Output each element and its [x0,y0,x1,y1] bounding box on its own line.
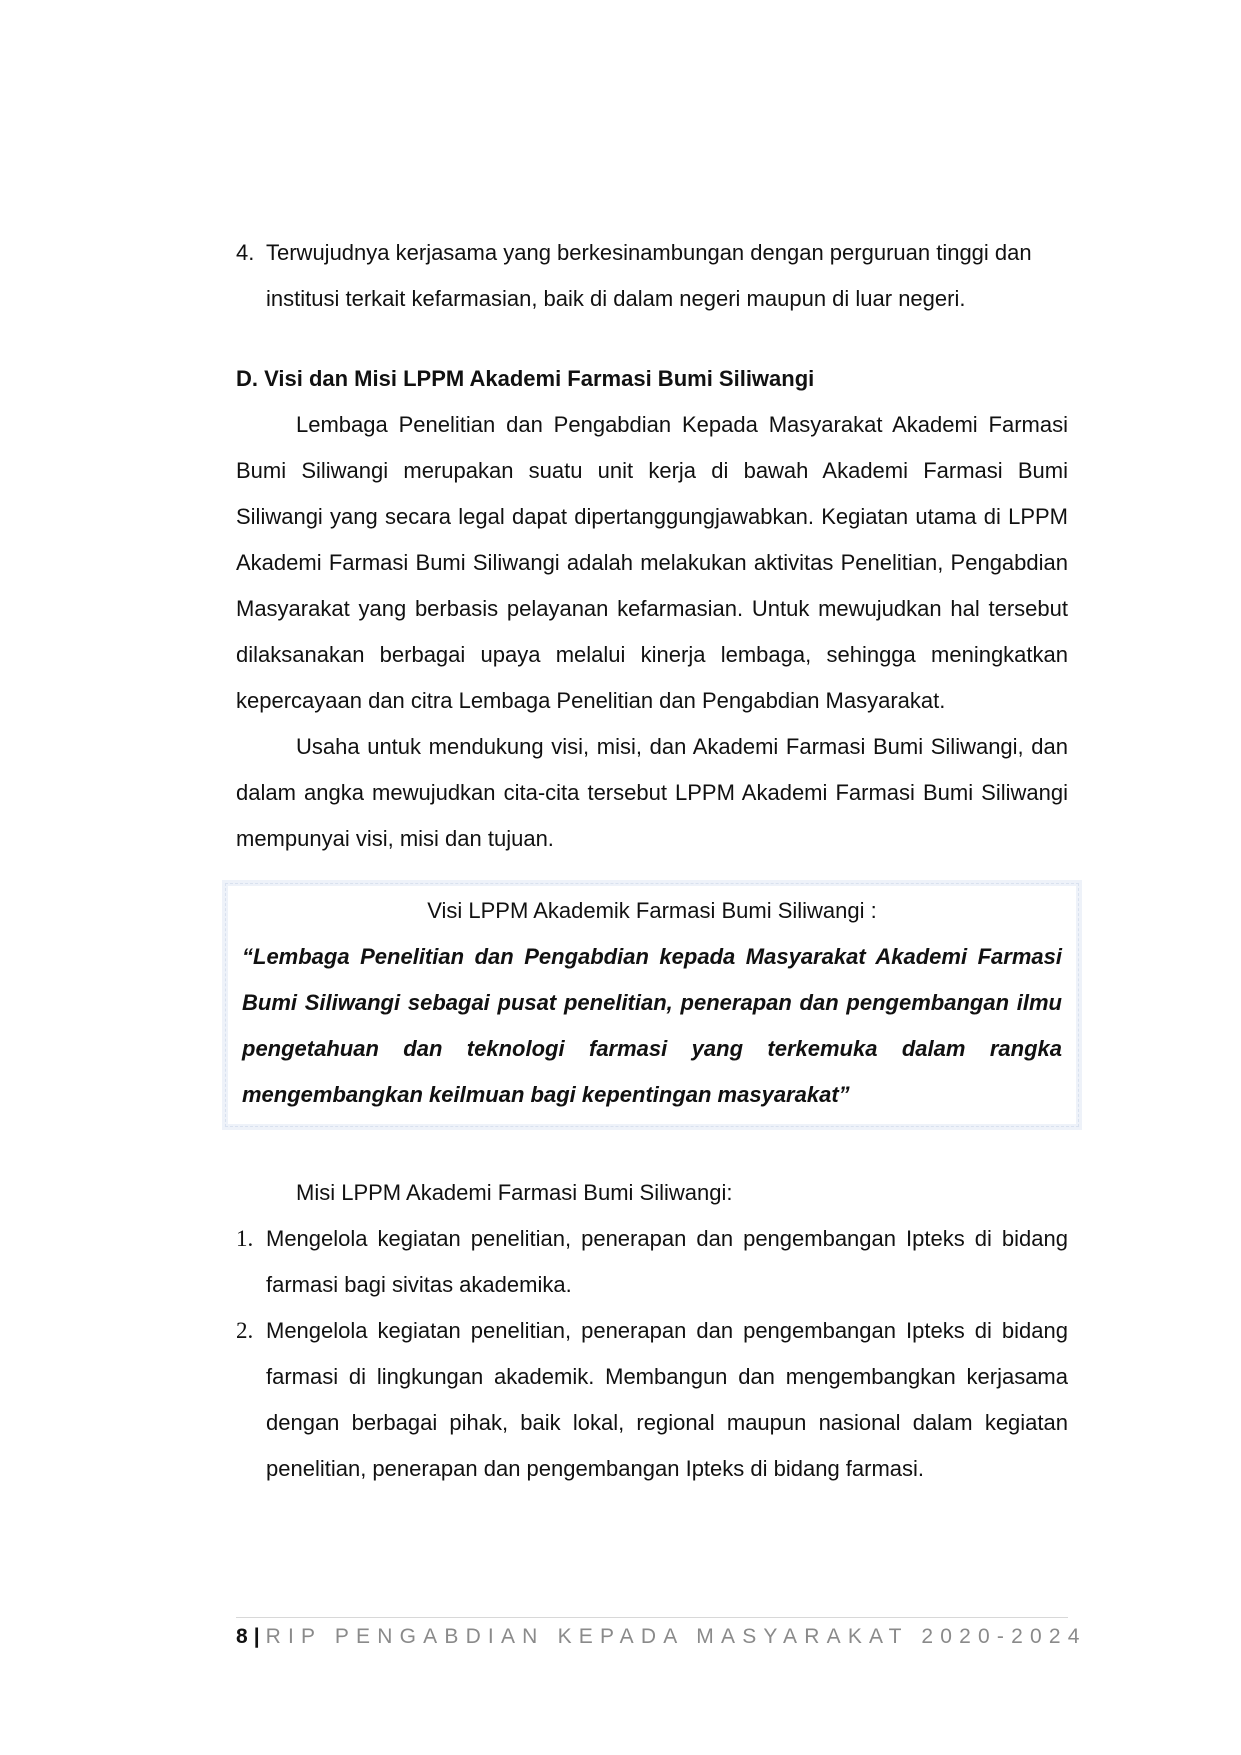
list-text: Mengelola kegiatan penelitian, penerapan dan pengembangan Ipteks di bidang farmasi bagi sivitas akademika. [266,1226,1068,1297]
mission-item-2 [236,1308,1068,1492]
list-item-4 [236,230,1068,322]
page-content [236,230,1068,1492]
paragraph-2: Usaha untuk mendukung visi, misi, dan Akademi Farmasi Bumi Siliwangi, dan dalam angka mewujudkan cita-cita tersebut LPPM Akademi Farmasi Bumi Siliwangi mempunyai visi, misi dan tujuan. [236,734,1068,851]
mission-title: Misi LPPM Akademi Farmasi Bumi Siliwangi: [296,1180,733,1205]
vision-title: Visi LPPM Akademik Farmasi Bumi Siliwangi : [427,898,877,923]
vision-statement: “Lembaga Penelitian dan Pengabdian kepada Masyarakat Akademi Farmasi Bumi Siliwangi sebagai pusat penelitian, penerapan dan pengembangan ilmu pengetahuan dan teknologi farmasi yang terkemuka dalam rangka mengembangkan keilmuan bagi kepentingan masyarakat” [242,944,1062,1107]
page-number: 8 [236,1625,248,1648]
list-number: 4. [236,240,255,265]
page-footer [236,1617,1087,1650]
list-number: 1. [236,1226,254,1251]
mission-item-1 [236,1216,1068,1308]
list-text: Mengelola kegiatan penelitian, penerapan dan pengembangan Ipteks di bidang farmasi di lingkungan akademik. Membangun dan mengembangkan kerjasama dengan berbagai pihak, baik lokal, regional maupun nasional dalam kegiatan penelitian, penerapan dan pengembangan Ipteks di bidang farmasi. [266,1318,1068,1481]
list-number: 2. [236,1318,254,1343]
footer-separator: | [253,1625,260,1648]
list-text: Terwujudnya kerjasama yang berkesinambungan dengan perguruan tinggi dan institusi terkait kefarmasian, baik di dalam negeri maupun di luar negeri. [266,240,1032,311]
vision-box [222,880,1082,1130]
footer-title: RIP PENGABDIAN KEPADA MASYARAKAT 2020-2024 [265,1625,1087,1648]
section-heading: D. Visi dan Misi LPPM Akademi Farmasi Bumi Siliwangi [236,366,815,391]
paragraph-1: Lembaga Penelitian dan Pengabdian Kepada Masyarakat Akademi Farmasi Bumi Siliwangi merupakan suatu unit kerja di bawah Akademi Farmasi Bumi Siliwangi yang secara legal dapat dipertanggungjawabkan. Kegiatan utama di LPPM Akademi Farmasi Bumi Siliwangi adalah melakukan aktivitas Penelitian, Pengabdian Masyarakat yang berbasis pelayanan kefarmasian. Untuk mewujudkan hal tersebut dilaksanakan berbagai upaya melalui kinerja lembaga, sehingga meningkatkan kepercayaan dan citra Lembaga Penelitian dan Pengabdian Masyarakat. [236,412,1068,713]
